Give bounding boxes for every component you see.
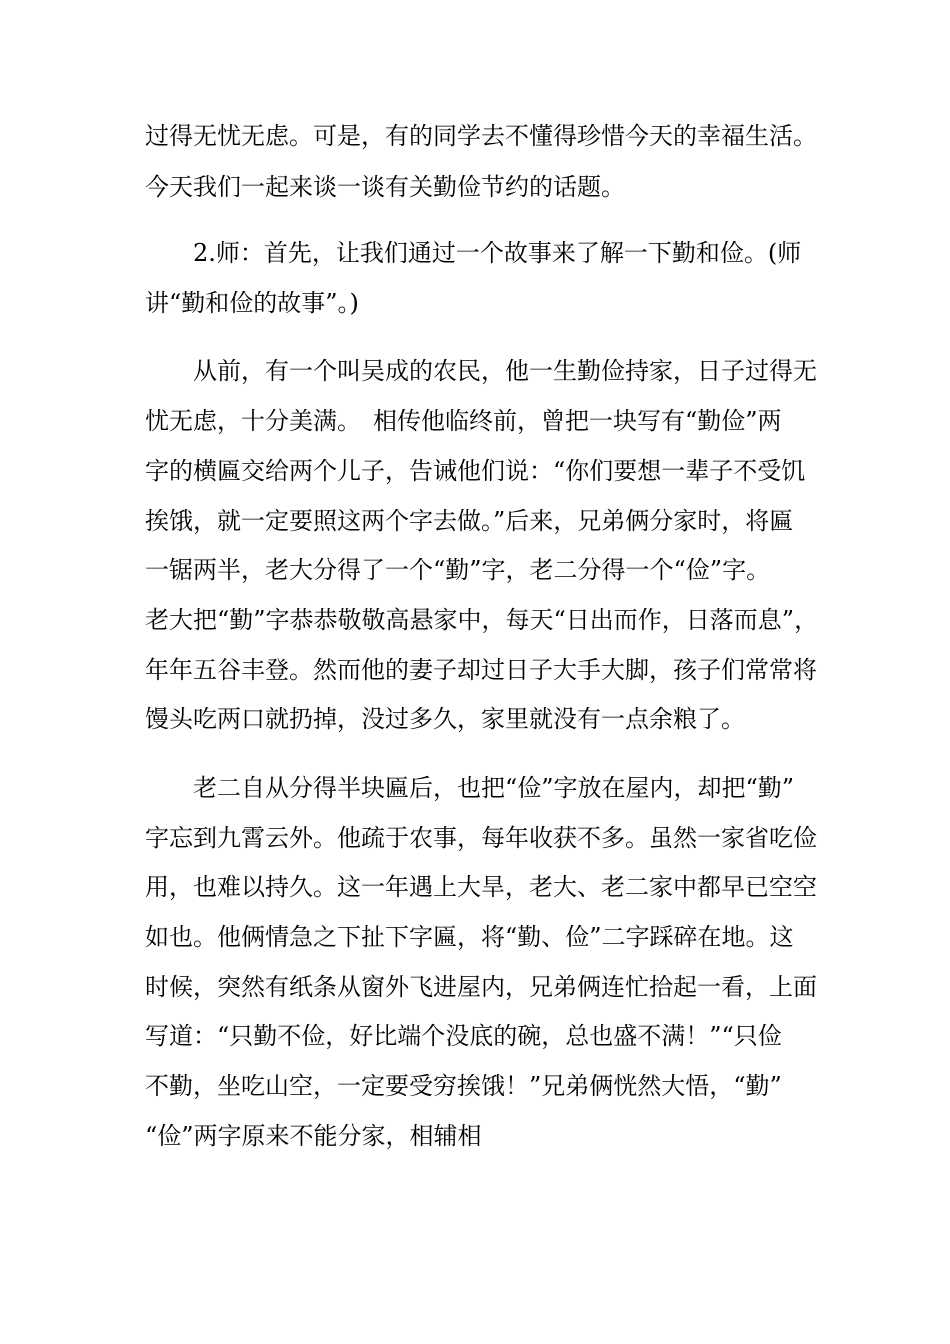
paragraph-1-line-2: 今天我们一起来谈一谈有关勤俭节约的话题。 <box>145 173 625 201</box>
paragraph-4-line-4: 如也。他俩情急之下扯下字匾，将“勤、俭”二字踩碎在地。这 <box>145 923 794 951</box>
paragraph-4-line-2: 字忘到九霄云外。他疏于农事，每年收获不多。虽然一家省吃俭 <box>145 824 817 852</box>
paragraph-4-line-1: 老二自从分得半块匾后，也把“俭”字放在屋内，却把“勤” <box>193 774 795 802</box>
paragraph-4-line-8: “俭”两字原来不能分家，相辅相 <box>145 1122 482 1150</box>
paragraph-4-line-3: 用，也难以持久。这一年遇上大旱，老大、老二家中都早已空空 <box>145 873 817 901</box>
paragraph-4-line-6: 写道：“只勤不俭，好比端个没底的碗，总也盛不满！”“只俭 <box>145 1022 782 1050</box>
paragraph-3-line-1: 从前，有一个叫吴成的农民，他一生勤俭持家，日子过得无 <box>193 357 817 385</box>
paragraph-2-line-2: 讲“勤和俭的故事”。) <box>145 289 359 317</box>
paragraph-4-line-5: 时候，突然有纸条从窗外飞进屋内，兄弟俩连忙拾起一看，上面 <box>145 973 817 1001</box>
paragraph-3-line-3: 字的横匾交给两个儿子，告诫他们说：“你们要想一辈子不受饥 <box>145 457 806 485</box>
paragraph-3-line-7: 年年五谷丰登。然而他的妻子却过日子大手大脚，孩子们常常将 <box>145 656 817 684</box>
paragraph-3-line-6: 老大把“勤”字恭恭敬敬高悬家中，每天“日出而作，日落而息”， <box>145 606 819 634</box>
paragraph-1-line-1: 过得无忧无虑。可是，有的同学去不懂得珍惜今天的幸福生活。 <box>145 122 817 150</box>
paragraph-3-line-8: 馒头吃两口就扔掉，没过多久，家里就没有一点余粮了。 <box>145 705 745 733</box>
paragraph-3-line-4: 挨饿，就一定要照这两个字去做。”后来，兄弟俩分家时，将匾 <box>145 507 794 535</box>
paragraph-4-line-7: 不勤，坐吃山空，一定要受穷挨饿！”兄弟俩恍然大悟，“勤” <box>145 1072 782 1100</box>
paragraph-2-line-1: 2.师：首先，让我们通过一个故事来了解一下勤和俭。(师 <box>193 239 802 267</box>
paragraph-3-line-2: 忧无虑，十分美满。 相传他临终前，曾把一块写有“勤俭”两 <box>145 407 782 435</box>
paragraph-3-line-5: 一锯两半，老大分得了一个“勤”字，老二分得一个“俭”字。 <box>145 556 771 584</box>
